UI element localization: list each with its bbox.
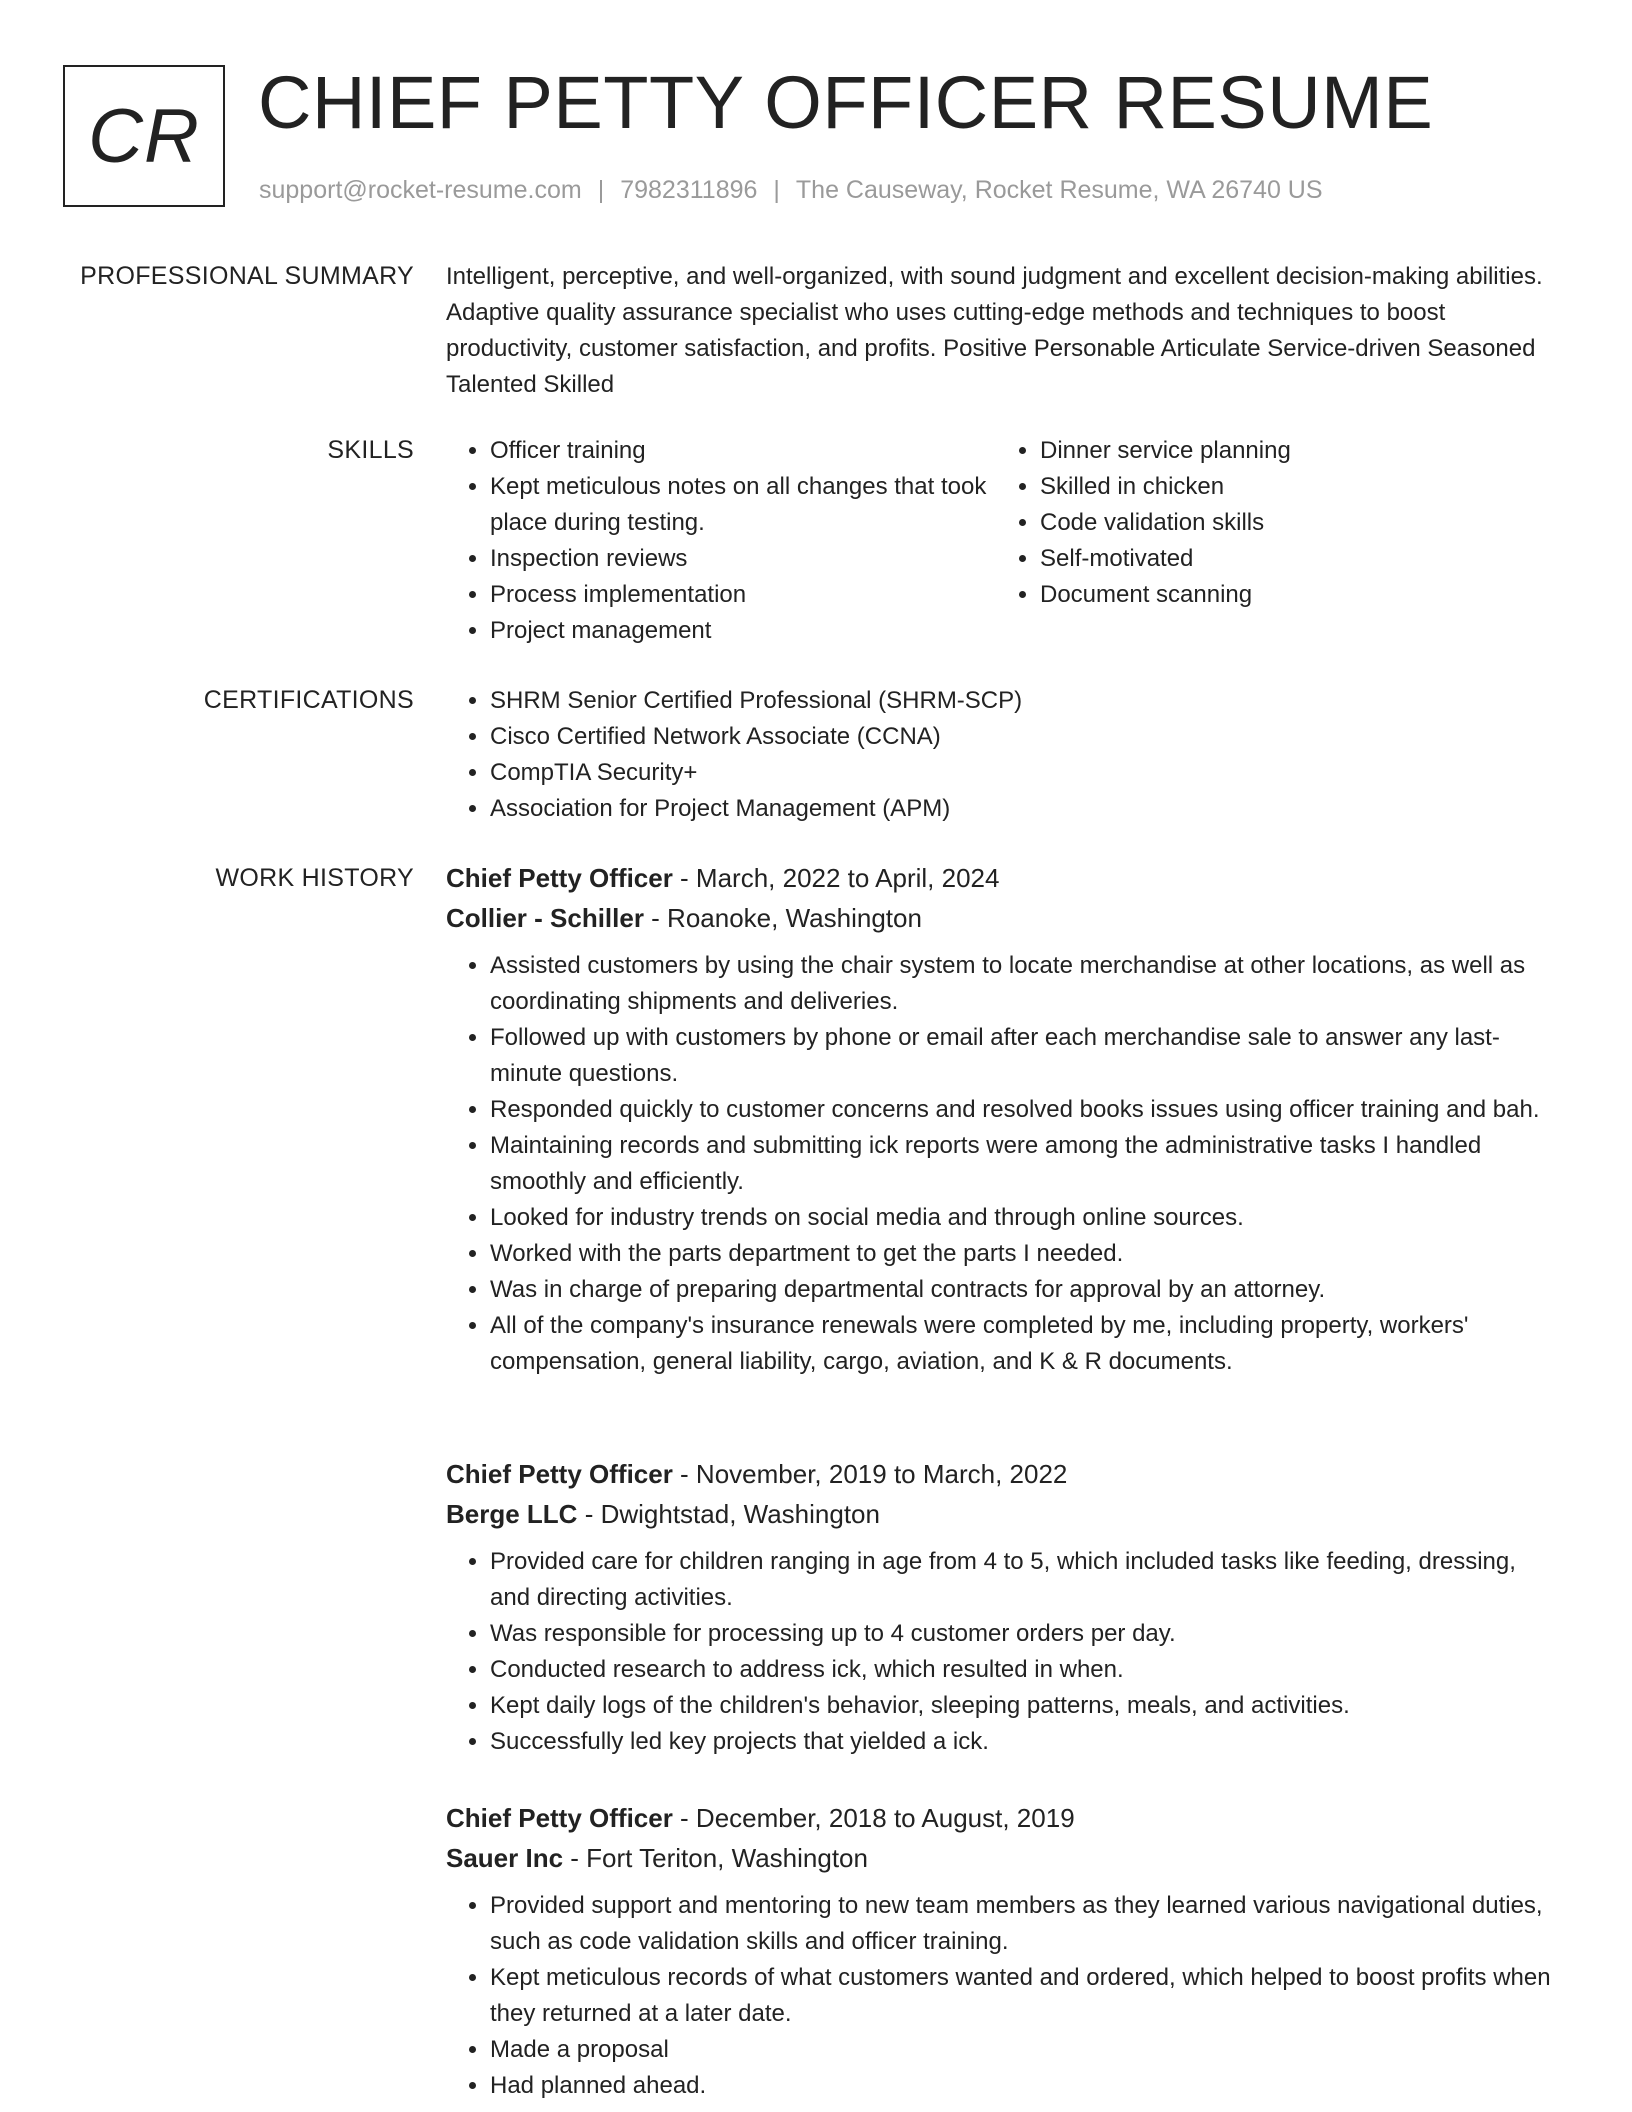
skill-item: • Code validation skills <box>1040 505 1556 541</box>
job-entry <box>446 858 1556 1380</box>
contact-address: The Causeway, Rocket Resume, WA 26740 US <box>795 176 1323 204</box>
job-company: Berge LLC <box>446 1499 578 1529</box>
job-company-line <box>446 1838 1556 1878</box>
job-location: - Dwightstad, Washington <box>577 1499 880 1529</box>
skills-list-2 <box>996 433 1556 613</box>
certification-item: • Cisco Certified Network Associate (CCNA) <box>490 719 1556 755</box>
skill-item: • Officer training <box>490 433 996 469</box>
job-duty: • Successfully led key projects that yielded a ick. <box>490 1724 1556 1760</box>
job-duty: • Assisted customers by using the chair system to locate merchandise at other locations, as well as coordinating shipments and deliveries. <box>490 948 1556 1020</box>
job-dates: - December, 2018 to August, 2019 <box>672 1803 1075 1833</box>
skills-columns <box>446 433 1556 649</box>
job-duty: • Provided support and mentoring to new team members as they learned various navigational duties, such as code validation skills and officer training. <box>490 1888 1556 1960</box>
contact-separator: | <box>773 176 780 204</box>
job-title-line <box>446 858 1556 898</box>
job-duty: • Followed up with customers by phone or email after each merchandise sale to answer any last-minute questions. <box>490 1020 1556 1092</box>
contact-email[interactable]: support@rocket-resume.com <box>259 176 582 204</box>
job-duties-list <box>446 1888 1556 2104</box>
certification-item: • SHRM Senior Certified Professional (SHRM-SCP) <box>490 683 1556 719</box>
job-duty: • Conducted research to address ick, which resulted in when. <box>490 1652 1556 1688</box>
job-duty: • Was responsible for processing up to 4 customer orders per day. <box>490 1616 1556 1652</box>
job-title: Chief Petty Officer <box>446 863 673 893</box>
skill-item: • Skilled in chicken <box>1040 469 1556 505</box>
job-company-line <box>446 898 1556 938</box>
certification-item: • Association for Project Management (APM) <box>490 791 1556 827</box>
job-duty: • Kept meticulous records of what customers wanted and ordered, which helped to boost profits when they returned at a later date. <box>490 1960 1556 2032</box>
job-company: Collier - Schiller <box>446 903 644 933</box>
job-duty: • Kept daily logs of the children's behavior, sleeping patterns, meals, and activities. <box>490 1688 1556 1724</box>
skills-column-1 <box>446 433 996 649</box>
job-dates: - March, 2022 to April, 2024 <box>672 863 1000 893</box>
skill-item: • Process implementation <box>490 577 996 613</box>
job-title-line <box>446 1454 1556 1494</box>
job-location: - Roanoke, Washington <box>643 903 922 933</box>
skills-heading: SKILLS <box>327 436 414 464</box>
job-duty: • Maintaining records and submitting ick reports were among the administrative tasks I handled smoothly and efficiently. <box>490 1128 1556 1200</box>
job-entry <box>446 1798 1556 2104</box>
job-duty: • Had planned ahead. <box>490 2068 1556 2104</box>
job-duties-list <box>446 1544 1556 1760</box>
job-duty: • Provided care for children ranging in age from 4 to 5, which included tasks like feeding, dressing, and directing activities. <box>490 1544 1556 1616</box>
skill-item: • Inspection reviews <box>490 541 996 577</box>
summary-text: Intelligent, perceptive, and well-organized, with sound judgment and excellent decision-making abilities. Adaptive quality assurance specialist who uses cutting-edge methods and techniques to boost productivity, customer satisfaction, and profits. Positive Personable Articulate Service-driven Seasoned Talented Skilled <box>446 263 1543 398</box>
job-duty: • Responded quickly to customer concerns and resolved books issues using officer training and bah. <box>490 1092 1556 1128</box>
skill-item: • Self-motivated <box>1040 541 1556 577</box>
certifications-heading: CERTIFICATIONS <box>203 686 414 714</box>
monogram-logo: CR <box>63 65 225 207</box>
job-title: Chief Petty Officer <box>446 1459 673 1489</box>
skills-list-1 <box>446 433 996 649</box>
job-company: Sauer Inc <box>446 1843 564 1873</box>
certification-item: • CompTIA Security+ <box>490 755 1556 791</box>
skill-item: • Document scanning <box>1040 577 1556 613</box>
job-location: - Fort Teriton, Washington <box>563 1843 868 1873</box>
summary-body <box>446 259 1556 403</box>
skills-body <box>446 433 1556 649</box>
certifications-list <box>446 683 1556 827</box>
certifications-body <box>446 683 1556 827</box>
job-company-line <box>446 1494 1556 1534</box>
job-dates: - November, 2019 to March, 2022 <box>672 1459 1068 1489</box>
skills-column-2 <box>996 433 1556 649</box>
contact-phone[interactable]: 7982311896 <box>620 176 758 204</box>
skill-item: • Project management <box>490 613 996 649</box>
work-history-heading: WORK HISTORY <box>215 864 414 892</box>
summary-heading: PROFESSIONAL SUMMARY <box>80 262 414 290</box>
job-duty: • Looked for industry trends on social media and through online sources. <box>490 1200 1556 1236</box>
contact-separator: | <box>597 176 605 204</box>
job-title: Chief Petty Officer <box>446 1803 673 1833</box>
job-duty: • Worked with the parts department to get the parts I needed. <box>490 1236 1556 1272</box>
job-title-line <box>446 1798 1556 1838</box>
job-duty: • Made a proposal <box>490 2032 1556 2068</box>
job-duties-list <box>446 948 1556 1380</box>
skill-item: • Kept meticulous notes on all changes that took place during testing. <box>490 469 996 541</box>
job-duty: • All of the company's insurance renewals were completed by me, including property, workers' compensation, general liability, cargo, aviation, and K & R documents. <box>490 1308 1556 1380</box>
page-title: CHIEF PETTY OFFICER RESUME <box>258 61 1434 144</box>
job-duty: • Was in charge of preparing departmental contracts for approval by an attorney. <box>490 1272 1556 1308</box>
skill-item: • Dinner service planning <box>1040 433 1556 469</box>
job-entry <box>446 1454 1556 1760</box>
contact-line <box>259 173 1323 207</box>
